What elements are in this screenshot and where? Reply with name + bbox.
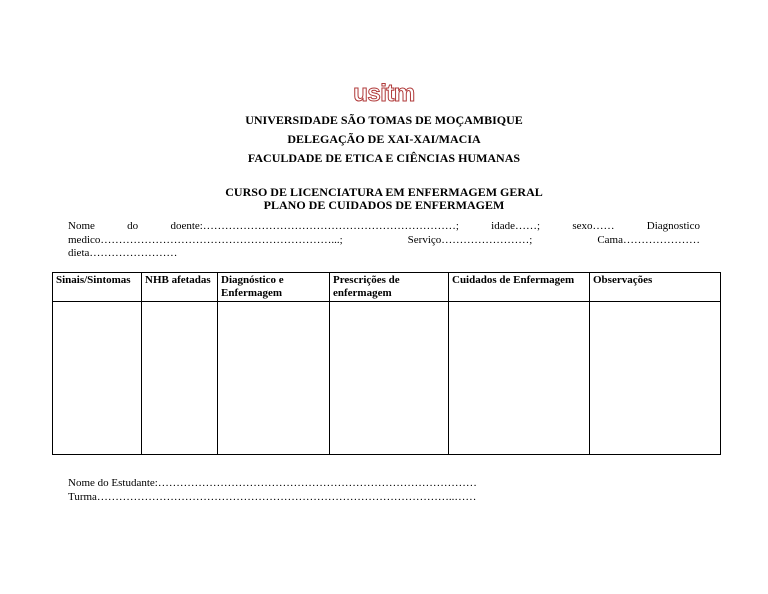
cell-nhb-affected[interactable] <box>142 302 218 455</box>
service-field[interactable]: Serviço……………………; <box>407 233 533 246</box>
plan-title: PLANO DE CUIDADOS DE ENFERMAGEM <box>263 198 505 212</box>
usitm-logo-icon <box>334 82 434 106</box>
logo-text: usitm <box>353 82 415 106</box>
cell-signs-symptoms[interactable] <box>53 302 142 455</box>
col-header-nursing-diagnosis: Diagnóstico e Enfermagem <box>218 273 330 302</box>
care-plan-table <box>52 272 721 455</box>
diet-field[interactable]: dieta…………………… <box>68 247 178 259</box>
course-title: CURSO DE LICENCIATURA EM ENFERMAGEM GERAL <box>225 185 543 199</box>
diagnosis-label: Diagnostico <box>646 220 700 232</box>
col-header-nursing-care: Cuidados de Enfermagem <box>449 273 590 302</box>
cell-nursing-care[interactable] <box>449 302 590 455</box>
medical-diagnosis-field[interactable]: medico………………………………………………………...; <box>68 233 343 246</box>
cell-nursing-diagnosis[interactable] <box>218 302 330 455</box>
sex-field[interactable]: sexo…… <box>572 220 615 232</box>
delegation-name: DELEGAÇÃO DE XAI-XAI/MACIA <box>287 132 481 146</box>
university-logo <box>334 82 434 106</box>
col-header-observations: Observações <box>590 273 721 302</box>
faculty-name: FACULDADE DE ETICA E CIÊNCIAS HUMANAS <box>247 151 521 165</box>
university-name: UNIVERSIDADE SÃO TOMAS DE MOÇAMBIQUE <box>245 113 523 127</box>
student-footer <box>68 477 477 504</box>
bed-field[interactable]: Cama………………… <box>597 233 700 246</box>
cell-nursing-prescriptions[interactable] <box>330 302 449 455</box>
patient-name-field[interactable]: doente:……………………………………………………………; <box>170 220 459 232</box>
patient-form <box>68 220 700 261</box>
col-header-nursing-prescriptions: Prescrições de enfermagem <box>330 273 449 302</box>
col-header-signs-symptoms: Sinais/Sintomas <box>53 273 142 302</box>
student-name-field[interactable]: Nome do Estudante:…………………………………………………………………………… <box>68 477 477 489</box>
col-header-nhb-affected: NHB afetadas <box>142 273 218 302</box>
do-label: do <box>127 220 139 232</box>
cell-observations[interactable] <box>590 302 721 455</box>
patient-form-row-1 <box>68 220 700 234</box>
age-field[interactable]: idade……; <box>491 220 541 232</box>
patient-form-row-2 <box>68 234 700 248</box>
name-label: Nome <box>68 220 95 232</box>
table-header-row <box>53 273 721 302</box>
class-field[interactable]: Turma……………………………………………………………………………………..…… <box>68 490 477 503</box>
table-row <box>53 302 721 455</box>
patient-form-row-3 <box>68 247 700 261</box>
